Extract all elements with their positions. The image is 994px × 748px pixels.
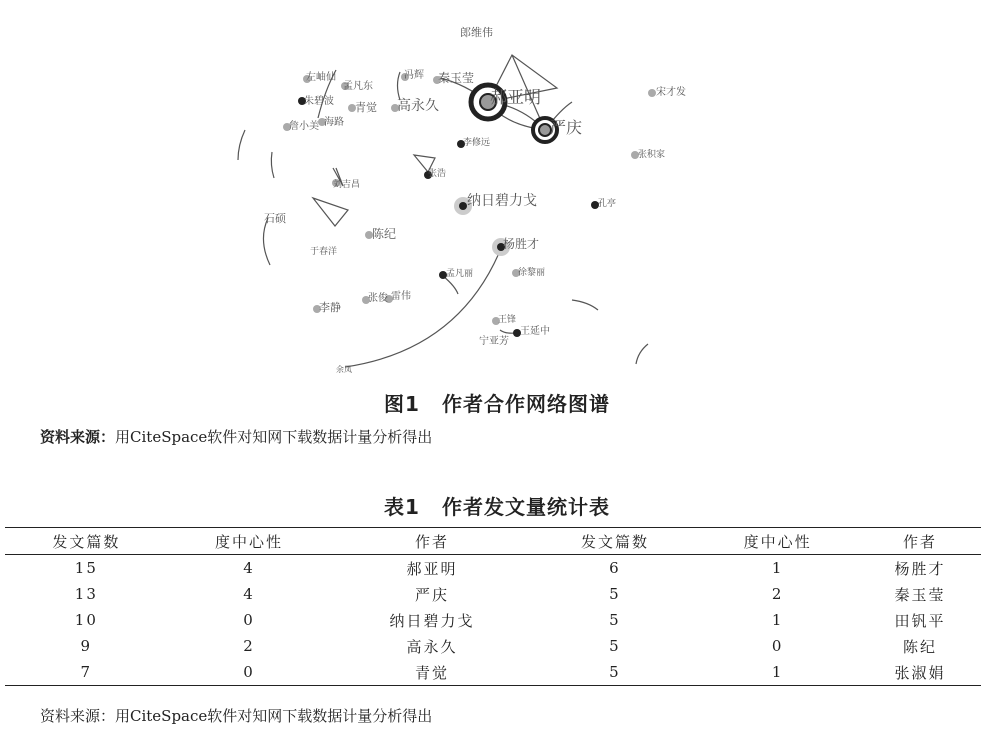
node-label: 孔亭 [598,199,617,209]
table-cell: 陈纪 [902,637,937,656]
table-cell: 4 [243,559,255,577]
table-cell: 5 [609,611,621,629]
node-label: 郎维伟 [460,26,493,39]
table-cell: 0 [243,611,255,629]
table-cell: 0 [771,637,784,655]
column-header: 作者 [330,528,533,555]
source-note-lead: 资料来源： [40,428,116,446]
table-row [5,607,981,633]
node-label: 郝亚明 [490,88,541,108]
source-note-text: 用CiteSpace软件对知网下载数据计量分析得出 [115,428,433,446]
table-cell: 纳日碧力戈 [389,611,475,630]
node-label: 严庆 [550,118,583,137]
node-label: 李静 [319,301,341,314]
edge [271,152,274,178]
edge [238,130,245,160]
node-label: 高永久 [397,98,439,114]
table-caption-label: 表1 [384,495,420,519]
figure-caption [0,388,994,417]
node-label: 宋才发 [656,87,686,98]
table-cell: 1 [771,559,784,577]
table-cell: 7 [80,663,93,681]
table-cell: 13 [74,585,98,603]
node-label: 冯辉 [404,70,424,81]
node-label: 海路 [324,117,344,128]
table-cell: 1 [771,663,784,681]
table-cell: 严庆 [414,585,449,604]
node-label: 王延中 [520,326,550,337]
figure-source-note [40,426,432,447]
table-header-row [5,528,981,555]
node-label: 张浩 [428,169,447,179]
figure-caption-title: 作者合作网络图谱 [441,392,610,416]
table-source-note [40,705,432,726]
table-cell: 5 [609,663,621,681]
table-cell: 高永久 [406,637,458,656]
table-row [5,659,981,686]
edge [636,344,648,364]
node-label: 杨胜才 [503,237,540,251]
table-cell: 郝亚明 [406,559,458,578]
edge [345,246,502,367]
edge [572,300,598,310]
edge [263,218,270,265]
table-cell: 秦玉莹 [894,585,946,604]
node-label: 张俊 [368,293,388,304]
node-label: 于春洋 [310,247,338,257]
column-header: 作者 [859,528,981,555]
table-cell: 1 [771,611,784,629]
table-cell: 10 [74,611,98,629]
table-cell: 15 [74,559,98,577]
node-label: 孟凡东 [343,81,373,92]
table-cell: 5 [609,637,621,655]
table-row [5,633,981,659]
node-label: 朱碧波 [304,96,334,107]
node-label: 左岫仙 [306,72,336,83]
node-label: 徐黎丽 [518,268,546,278]
table-cell: 4 [243,585,255,603]
column-header: 发文篇数 [534,528,697,555]
node-naribilige-core [459,202,467,210]
node-label: 刘吉昌 [333,180,361,190]
node-label: 宁亚芳 [479,336,509,347]
table-cell: 杨胜才 [894,559,946,578]
table-cell: 6 [609,559,621,577]
column-header: 发文篇数 [5,528,168,555]
table-cell: 青觉 [414,663,449,682]
table-cell: 0 [243,663,255,681]
node-dot [648,89,656,97]
author-stats-table [5,527,981,686]
table-cell: 田钒平 [894,611,946,630]
network-labels [264,25,686,374]
table-caption [0,491,994,520]
node-label: 石硕 [264,212,286,225]
node-label: 孟凡丽 [446,269,474,279]
node-label: 詹小美 [289,121,319,132]
table-cell: 张淑娟 [894,663,946,682]
column-header: 度中心性 [696,528,859,555]
figure-caption-label: 图1 [384,392,420,416]
node-label: 青觉 [355,101,377,114]
node-label: 雷伟 [391,291,411,302]
table-row [5,581,981,607]
node-label: 张积家 [638,150,666,160]
node-label: 纳日碧力戈 [467,193,537,209]
table-source-text: 资料来源：用CiteSpace软件对知网下载数据计量分析得出 [40,707,433,725]
table-row [5,555,981,582]
edge [313,198,348,226]
node-label: 余凤 [336,365,352,374]
table-cell: 2 [243,637,255,655]
node-label: 李修远 [463,138,491,148]
edge [398,72,401,100]
table-cell: 2 [771,585,784,603]
node-label: 王锋 [498,315,517,325]
table-cell: 5 [609,585,621,603]
node-label: 陈纪 [372,227,397,241]
table-caption-title: 作者发文量统计表 [441,495,610,519]
node-label: 秦玉莹 [438,71,475,85]
column-header: 度中心性 [168,528,331,555]
table-cell: 9 [80,637,93,655]
